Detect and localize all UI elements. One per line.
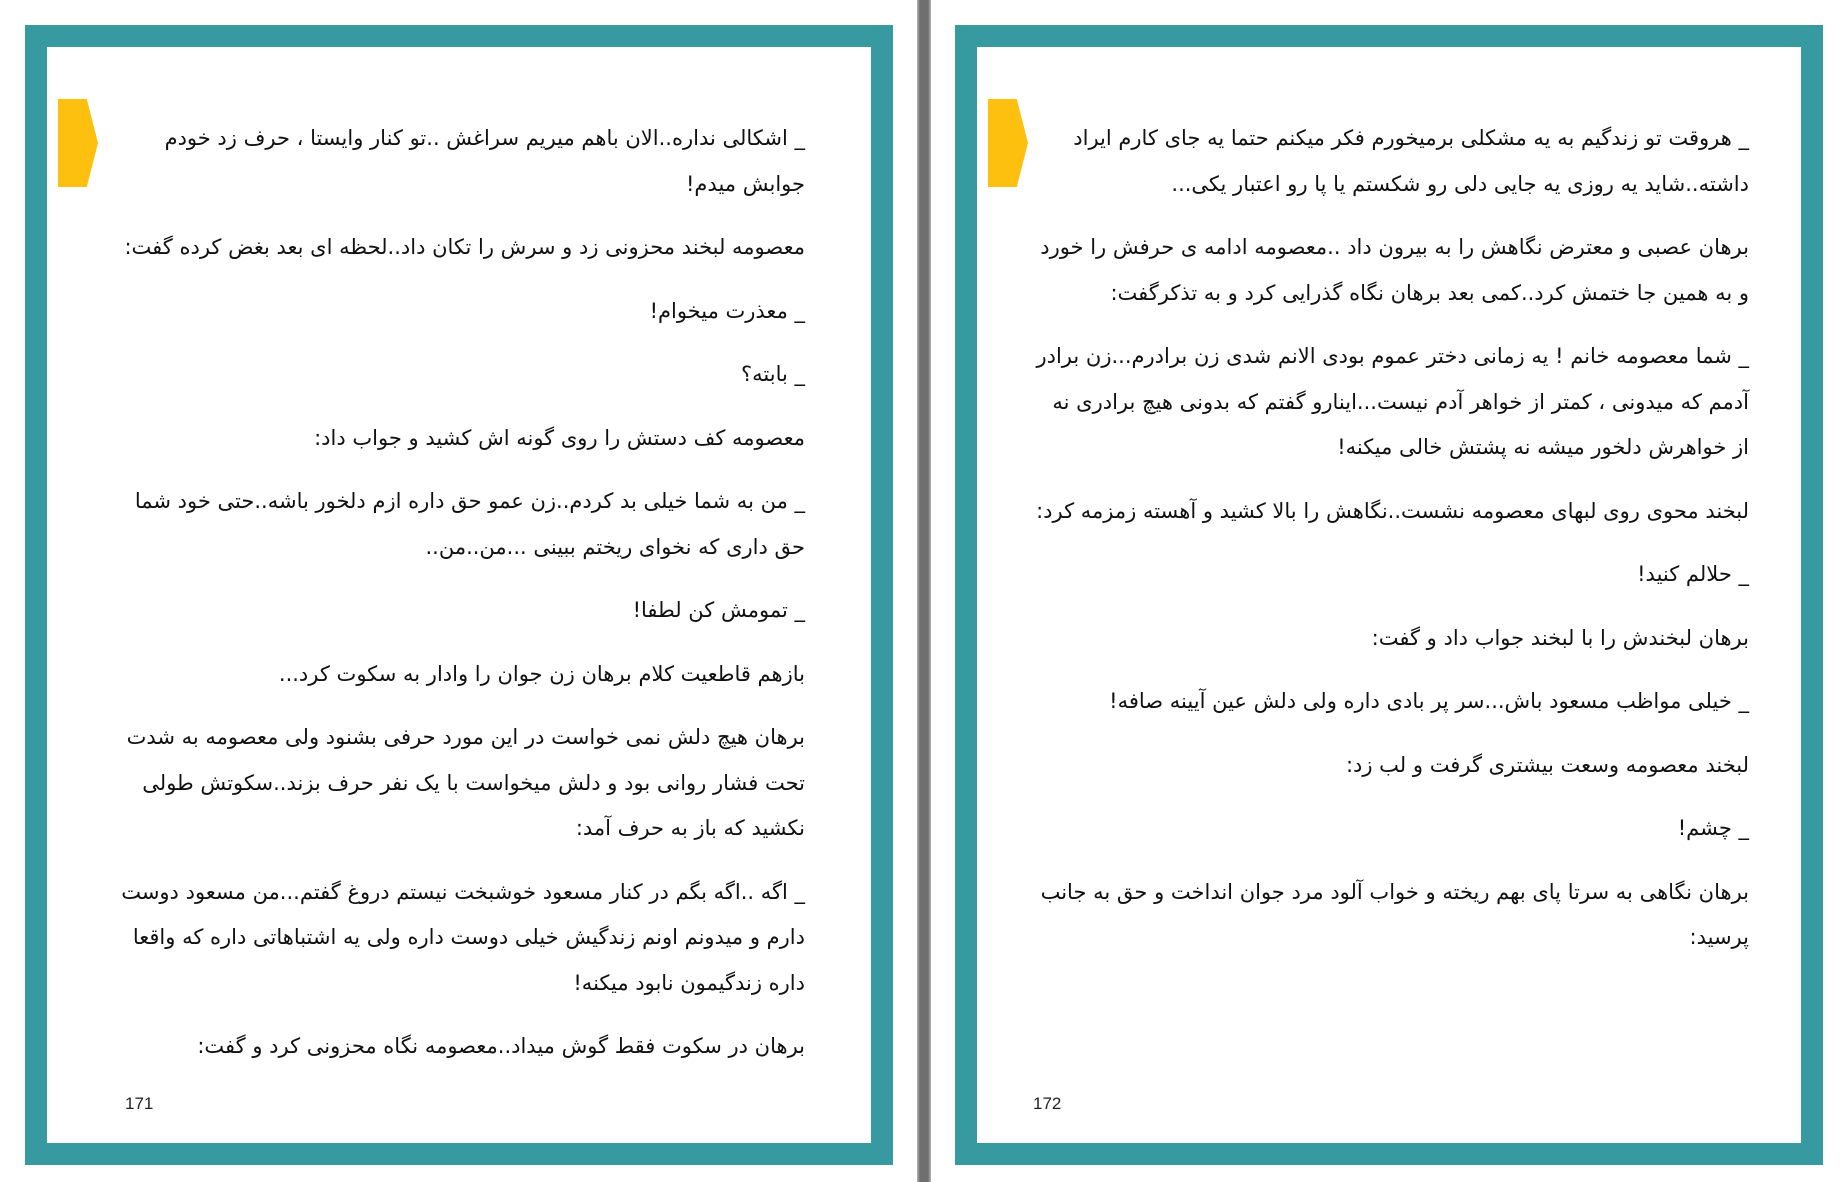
- paragraph: برهان هیچ دلش نمی خواست در این مورد حرفی بشنود ولی معصومه به شدت تحت فشار روانی بود و دلش میخواست با یک نفر حرف بزند..سکوتش طولی نکشید که باز به حرف آمد:: [126, 725, 805, 840]
- bookmark-tab-icon: [58, 99, 98, 187]
- paragraph: برهان نگاهی به سرتا پای بهم ریخته و خواب آلود مرد جوان انداخت و حق به جانب پرسید:: [1040, 879, 1749, 949]
- paragraph: _ اشکالی نداره..الان باهم میریم سراغش ..تو کنار وایستا ، حرف زد خودم جوابش میدم!: [164, 126, 805, 196]
- paragraph: _ هروقت تو زندگیم به یه مشکلی برمیخورم فکر میکنم حتما یه جای کارم ایراد داشته..شاید یه روزی یه جایی دلی رو شکستم یا پا رو اعتبار یکی...: [1073, 126, 1749, 196]
- page-text: [1032, 116, 1749, 979]
- page-content-area: [47, 47, 871, 1143]
- paragraph: _ حلالم کنید!: [1637, 562, 1749, 586]
- paragraph: _ خیلی مواظب مسعود باش...سر پر بادی داره ولی دلش عین آیینه صافه!: [1109, 689, 1749, 713]
- paragraph: برهان لبخندش را با لبخند جواب داد و گفت:: [1371, 625, 1749, 650]
- paragraph: _ تمومش کن لطفا!: [632, 598, 805, 622]
- paragraph: _ چشم!: [1677, 816, 1749, 840]
- paragraph: _ شما معصومه خانم ! یه زمانی دختر عموم بودی الانم شدی زن برادرم...زن برادر آدمم که میدونی ، کمتر از خواهر آدم نیست...اینارو گفتم که بدونی هیچ برادری نه از خواهرش دلخور میشه نه پشتش خالی میکنه!: [1036, 344, 1749, 459]
- page-number: 172: [1033, 1094, 1062, 1113]
- page-text: [119, 116, 805, 1088]
- page-171: [25, 25, 893, 1165]
- paragraph: معصومه کف دستش را روی گونه اش کشید و جواب داد:: [314, 425, 805, 450]
- paragraph: _ اگه ..اگه بگم در کنار مسعود خوشبخت نیستم دروغ گفتم...من مسعود دوست دارم و میدونم اونم زندگیش خیلی دوست داره ولی یه اشتباهاتی داره که واقعا داره زندگیمون نابود میکنه!: [121, 879, 805, 995]
- paragraph: بازهم قاطعیت کلام برهان زن جوان را وادار به سکوت کرد...: [278, 661, 805, 686]
- paragraph: لبخند محوی روی لبهای معصومه نشست..نگاهش را بالا کشید و آهسته زمزمه کرد:: [1036, 498, 1749, 523]
- bookmark-tab-icon: [988, 99, 1028, 187]
- paragraph: _ من به شما خیلی بد کردم..زن عمو حق داره ازم دلخور باشه..حتی خود شما حق داری که نخوای ریختم ببینی ...من..من..: [134, 489, 805, 559]
- paragraph: _ معذرت میخوام!: [649, 298, 805, 323]
- paragraph: لبخند معصومه وسعت بیشتری گرفت و لب زد:: [1345, 752, 1749, 777]
- page-content-area: [977, 47, 1801, 1143]
- page-spread-divider: [917, 0, 931, 1182]
- page-172: [955, 25, 1823, 1165]
- page-number: 171: [125, 1094, 154, 1113]
- paragraph: برهان در سکوت فقط گوش میداد..معصومه نگاه محزونی کرد و گفت:: [197, 1034, 805, 1058]
- paragraph: _ بابته؟: [740, 362, 805, 386]
- paragraph: برهان عصبی و معترض نگاهش را به بیرون داد ..معصومه ادامه ی حرفش را خورد و به همین جا ختمش کرد..کمی بعد برهان نگاه گذرایی کرد و به تذکرگفت:: [1040, 235, 1749, 305]
- paragraph: معصومه لبخند محزونی زد و سرش را تکان داد..لحظه ای بعد بغض کرده گفت:: [124, 235, 805, 259]
